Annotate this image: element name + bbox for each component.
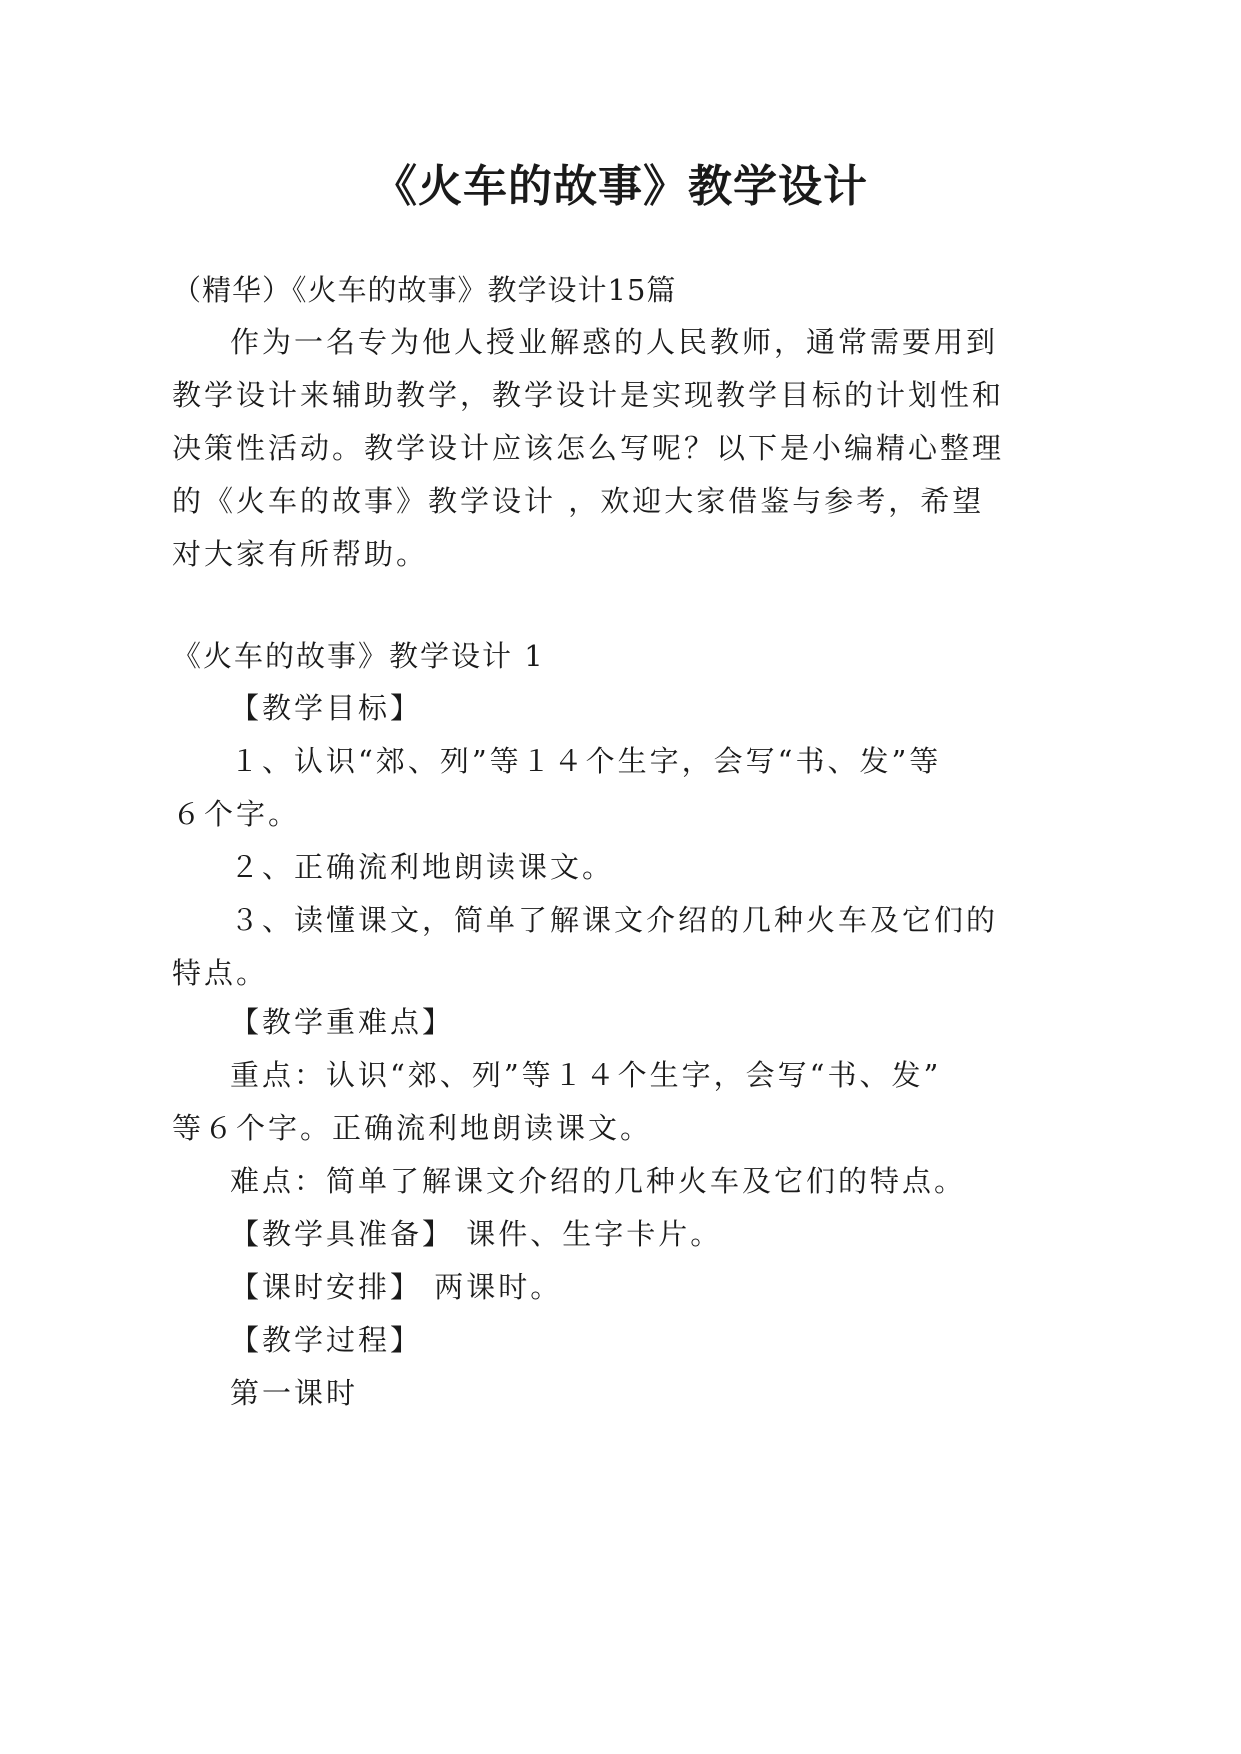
section-heading: 《火车的故事》教学设计 1 <box>172 639 545 673</box>
document-subtitle: （精华）《火车的故事》教学设计15篇 <box>172 273 677 307</box>
intro-line-3: 决策性活动。教学设计应该怎么写呢？以下是小编精心整理 <box>172 431 1005 465</box>
key-line-1: 重点：认识“郊、列”等１４个生字，会写“书、发” <box>230 1058 942 1092</box>
goal-3-line-1: ３、读懂课文，简单了解课文介绍的几种火车及它们的 <box>230 903 999 937</box>
key-line-2: 等６个字。正确流利地朗读课文。 <box>172 1111 653 1145</box>
schedule-line: 【课时安排】 两课时。 <box>230 1270 563 1304</box>
intro-line-5: 对大家有所帮助。 <box>172 537 429 571</box>
intro-line-1: 作为一名专为他人授业解惑的人民教师，通常需要用到 <box>230 325 999 359</box>
document-title: 《火车的故事》教学设计 <box>373 161 868 212</box>
difficulty-line: 难点：简单了解课文介绍的几种火车及它们的特点。 <box>230 1164 967 1198</box>
goals-heading: 【教学目标】 <box>230 691 423 725</box>
goal-1-line-1: １、认识“郊、列”等１４个生字，会写“书、发”等 <box>230 744 942 778</box>
goal-3-line-2: 特点。 <box>172 956 269 990</box>
key-heading: 【教学重难点】 <box>230 1005 455 1039</box>
intro-line-4: 的《火车的故事》教学设计 ，欢迎大家借鉴与参考，希望 <box>172 484 985 518</box>
goal-1-line-2: ６个字。 <box>172 797 301 831</box>
prep-line: 【教学具准备】 课件、生字卡片。 <box>230 1217 723 1251</box>
intro-line-2: 教学设计来辅助教学，教学设计是实现教学目标的计划性和 <box>172 378 1005 412</box>
process-heading: 【教学过程】 <box>230 1323 423 1357</box>
first-lesson-label: 第一课时 <box>230 1376 359 1410</box>
goal-2: ２、正确流利地朗读课文。 <box>230 850 615 884</box>
